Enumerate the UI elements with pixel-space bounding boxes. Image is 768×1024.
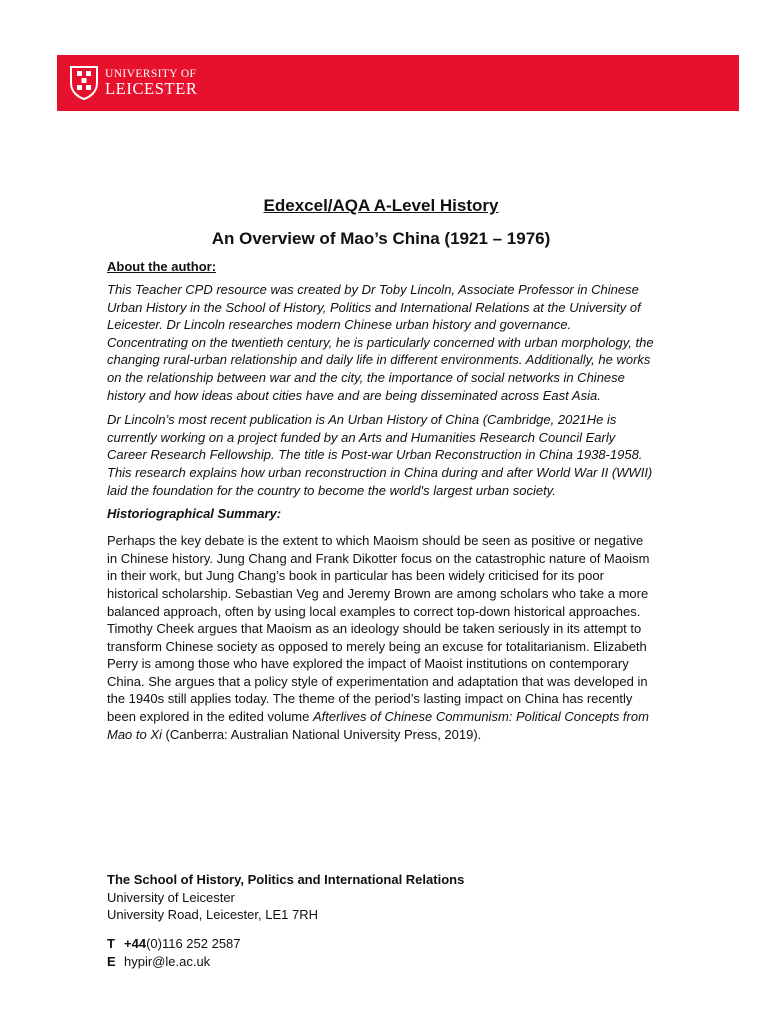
historiographical-summary-heading: Historiographical Summary: <box>107 506 282 522</box>
email-label: E <box>107 953 116 969</box>
document-subtitle: An Overview of Mao’s China (1921 – 1976) <box>211 229 551 248</box>
school-name: The School of History, Politics and International Relations <box>107 872 465 887</box>
about-author-heading: About the author: <box>107 259 217 274</box>
school-address <box>107 871 667 924</box>
street-address: University Road, Leicester, LE1 7RH <box>107 907 318 923</box>
phone-link[interactable] <box>124 935 241 953</box>
header-banner <box>57 55 739 111</box>
about-paragraph-1: This Teacher CPD resource was created by Dr Toby Lincoln, Associate Professor in Chinese Urban History in the School of History, Politics and International Relations at the University of Leicester. Dr Lincoln researches modern Chinese urban history and governance. Concentrating on the twentieth century, he is particularly concerned with urban morphology, the changing rural-urban relationship and daily life in different environments. Additionally, he works on the relationship between war and the city, the importance of social networks in Chinese history and how ideas about cities have and are being disseminated across East Asia. <box>107 282 654 403</box>
university-logo[interactable] <box>69 65 197 101</box>
about-paragraph-2: Dr Lincoln’s most recent publication is An Urban History of China (Cambridge, 2021He is currently working on a project funded by an Arts and Humanities Research Council Early Career Research Fellowship. The title is Post-war Urban Reconstruction in China 1938-1958. This research explains how urban reconstruction in China during and after World War II (WWII) laid the foundation for the country to become the world's largest urban society. <box>107 412 653 498</box>
summary-text: Perhaps the key debate is the extent to which Maoism should be seen as positive or negative in Chinese history. Jung Chang and Frank Dikotter focus on the catastrophic nature of Maoism in their work, but Jung Chang’s book in particular has been widely criticised for its poor historical scholarship. Sebastian Veg and Jeremy Brown are among scholars who take a more balanced approach, often by using local examples to correct top-down historical approaches. Timothy Cheek argues that Maoism as an ideology should be taken seriously in its attempt to transform Chinese society as opposed to merely being an excuse for totalitarianism. Elizabeth Perry is among those who have explored the impact of Maoist institutions on contemporary China. She argues that a policy style of experimentation and adaptation that was developed in the 1940s still applies today. The theme of the period’s lasting impact on China has recently been explored in the edited volume <box>107 533 650 725</box>
contact-details <box>107 935 241 970</box>
logo-line-2: LEICESTER <box>105 79 198 98</box>
email-link[interactable]: hypir@le.ac.uk <box>124 953 211 969</box>
document-body <box>107 196 655 743</box>
logo-line-1: UNIVERSITY OF <box>105 67 197 80</box>
phone-row <box>107 935 241 953</box>
phone-country-code: +44 <box>124 936 147 951</box>
phone-number: (0)116 252 2587 <box>146 936 241 951</box>
university-name: University of Leicester <box>107 889 235 905</box>
document-title: Edexcel/AQA A-Level History <box>263 196 499 215</box>
summary-book-title: Afterlives of Chinese Communism: Political Concepts from Mao to Xi <box>107 709 649 742</box>
logo-wordmark <box>105 69 197 98</box>
shield-icon <box>69 65 99 101</box>
email-row <box>107 953 241 971</box>
historiographical-summary <box>107 532 655 743</box>
summary-citation: (Canberra: Australian National University Press, 2019). <box>161 726 482 742</box>
phone-label: T <box>107 936 115 951</box>
